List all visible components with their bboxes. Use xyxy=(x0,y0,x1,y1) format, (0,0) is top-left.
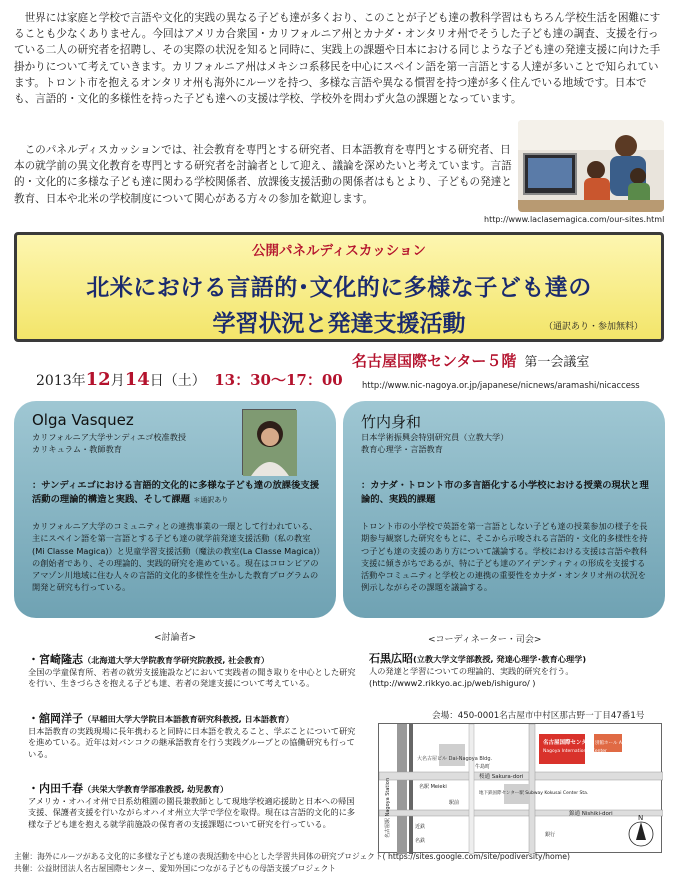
map-label-subway-station: 地下鉄国際センター駅 Subway Kokusai Center Sta. xyxy=(479,791,589,796)
discussant-desc: 日本語教育の実践現場に長年携わると同時に日本語を教えること、学ぶことについて研究を進めている。近年は対バンコクの継承語教育を行う実践グループとの協働研究も行っている。 xyxy=(28,725,356,759)
map-label-center-jp: 名古屋国際センター xyxy=(543,740,593,746)
venue-url[interactable]: http://www.nic-nagoya.or.jp/japanese/nicnews/aramashi/nicaccess xyxy=(362,380,640,390)
date-year: 2013年 xyxy=(36,373,86,389)
discussants-heading: <討論者> xyxy=(154,633,197,643)
discussant-desc: アメリカ・オハイオ州で日系幼稚園の園長兼教師として現地学校適応援助と日本への帰国支援、保護者支援を行いながらオハイオ州立大学で学位を取得。現在は言語的文化的に多様な子ども達を抱える就学前施設の保育者の支援課題について研究を行っている。 xyxy=(28,795,356,829)
venue-room: 第一会議室 xyxy=(524,355,590,370)
discussant-name: ・舘岡洋子 xyxy=(28,712,83,725)
map-label-meitetsu: 名鉄 xyxy=(415,838,426,844)
map-label-ushijima: 牛島町 xyxy=(475,764,491,770)
north-arrow-icon xyxy=(629,814,653,846)
venue xyxy=(352,350,589,371)
discussant-miyazaki xyxy=(28,654,358,690)
coordinator-name: 石黒広昭 xyxy=(369,652,413,665)
discussant-affiliation: （共栄大学教育学部准教授, 幼児教育） xyxy=(83,784,229,794)
speaker-topic-note: ＊通訳あり xyxy=(193,495,229,504)
date-day: 14 xyxy=(124,369,150,390)
children-photo xyxy=(518,120,664,212)
map-label-meieki: 名駅 Meieki xyxy=(419,784,447,790)
coordinator xyxy=(369,653,664,689)
discussant-tateoka xyxy=(28,713,358,760)
footer-organizer: 主催：海外にルーツがある文化的に多様な子ども達の表現活動を中心とした学習共同体の研究プロジェクト( https://sites.google.com/site/podiversity/home) xyxy=(14,852,570,861)
coordinator-affiliation: (立教大学文学部教授, 発達心理学･教育心理学) xyxy=(413,654,587,664)
discussant-name: ・内田千春 xyxy=(28,782,83,795)
speaker-affiliation-1: カリフォルニア大学サンディエゴ校准教授 xyxy=(32,432,187,442)
discussant-desc: 全国の学童保育所、若者の就労支援施設などにおいて実践者の聞き取りを中心とした研究を行い、生きづらさを抱える子ども達、若者の発達支援について考えている。 xyxy=(28,666,356,689)
intro-paragraph-1: 世界には家庭と学校で言語や文化的実践の異なる子ども達が多くおり、このことが子ども達の教科学習はもちろん学校生活を困難にすることも少なくありません。今回はアメリカ合衆国・カリフォルニア州とカナダ・オンタリオ州でそうした子ども達の調査、支援を行っている二人の研究者を招聘し、その実際の状況を知ると同時に、実践上の課題や日本における同じような子ども達の発達支援に向けた手掛かりについて考えていきます。カリフォルニア州はメキシコ系移民を中心にスペイン語を第一言語とする人達が多いことで知られています。トロント市を抱えるオンタリオ州も海外にルーツを持つ、多様な言語や異なる慣習を持つ達が多く住んでいる地域です。日本でも、言語的・文化的多様性を持った子ども達への支援は学校、学校外を問わず火急の課題となっています。 xyxy=(14,12,661,106)
discussant-affiliation: （早稲田大学大学院日本語教育研究科教授, 日本語教育） xyxy=(83,714,294,724)
map-label-nagoya-station: 名古屋駅 Nagoya Station xyxy=(385,777,391,838)
speaker-topic-text: ：サンディエゴにおける言語的文化的に多様な子ども達の放課後支援活動の理論的構造と実践、そして課題 xyxy=(32,480,319,505)
map-label-ginko: 銀行 xyxy=(545,832,556,838)
photo-source-url[interactable]: http://www.laclasemagica.com/our-sites.html xyxy=(484,215,665,224)
map-label-ekimae: 駅前 xyxy=(449,800,460,806)
intro-paragraph-2: このパネルディスカッションでは、社会教育を専門とする研究者、日本語教育を専門とする研究者、日本の就学前の異文化教育を専門とする研究者を討論者として迎え、議論を深めたいと考えています。言語的・文化的に多様な子ども達に関わる学校関係者、放課後支援活動の関係者はもとより、子どもの発達と教育、日本や北米の学校制度について関心がある方々の参加を歓迎します。 xyxy=(14,144,512,205)
map-label-sakura-dori: 桜通 Sakura-dori xyxy=(479,774,524,780)
speaker-name: 竹内身和 xyxy=(361,413,422,431)
speaker-topic xyxy=(32,479,322,507)
speaker-name: Olga Vasquez xyxy=(32,411,134,429)
speaker-card-takeuchi xyxy=(343,401,665,618)
speaker-affiliation xyxy=(32,431,186,455)
footer xyxy=(14,851,674,874)
coordinator-desc: 人の発達と学習についての理論的、実践的研究を行う。 xyxy=(369,665,574,676)
speaker-bio: カリフォルニア大学のコミュニティとの連携事業の一環として行われている、主にスペイン語を第一言語とする子ども達の就学前発達支援活動（私の教室(Mi Classe Magica)）と児童学習支援活動（魔法の教室(La Classe Magica)）の創始者であり、その理論的、実践的研究を進めている。現在はコロンビアのアマゾン川地域に住む人々の言語的文化的多様性を生かした教育プログラムの開発と研究も行っている。 xyxy=(32,521,321,593)
map-label-nishiki-dori: 錦通 Nishiki-dori xyxy=(569,811,613,817)
map-label-north: N xyxy=(638,814,644,822)
venue-address: 会場：450-0001名古屋市中村区那古野一丁目47番1号 xyxy=(432,711,645,721)
footer-cosponsor: 共催：公益財団法人名古屋国際センター、愛知外国につながる子どもの母語支援プロジェクト xyxy=(14,863,336,873)
map-label-kintetsu: 近鉄 xyxy=(415,824,426,830)
speaker-affiliation-1: 日本学術振興会特別研究員（立教大学） xyxy=(361,432,509,442)
speaker-portrait xyxy=(242,409,296,475)
map-label-annex: 別館ホール Annex Hall xyxy=(595,741,644,746)
banner-note: （通訳あり・参加無料） xyxy=(543,322,643,332)
date-weekday: （土） xyxy=(163,373,206,389)
banner-subtitle: 公開パネルディスカッション xyxy=(251,243,426,259)
speaker-affiliation-2: 教育心理学・言語教育 xyxy=(361,444,443,454)
speaker-bio: トロント市の小学校で英語を第一言語としない子ども達の授業参加の様子を長期参与観察した研究をもとに、そこから示唆される言語的・文化的多様性を持つ子ども達の支援のあり方について議論する。学校における支援は言語や教科支援に傾きがちであるが、特に子ども達のアイデンティティの形成を支援する活動やコミュニティと学校との連携の重要性をカナダ・オンタリオ州の状況を例示しながらその課題を議論する。 xyxy=(361,521,648,593)
discussant-name: ・宮崎隆志 xyxy=(28,653,83,666)
banner-title-line-1: 北米における言語的･文化的に多様な子ども達の xyxy=(86,275,592,301)
speaker-affiliation xyxy=(361,431,508,455)
speaker-topic: ：カナダ・トロント市の多言語化する小学校における授業の現状と理論的、実践的課題 xyxy=(361,480,649,505)
access-map xyxy=(378,723,662,853)
venue-name: 名古屋国際センター５階 xyxy=(352,352,517,370)
event-time: 13：30～17：00 xyxy=(214,371,343,389)
date-day-unit: 日 xyxy=(149,373,164,389)
discussant-affiliation: （北海道大学大学院教育学研究院教授, 社会教育） xyxy=(83,655,270,665)
event-date xyxy=(36,369,343,390)
coordinator-url[interactable]: (http://www2.rikkyo.ac.jp/web/ishiguro/ ) xyxy=(369,677,536,688)
speaker-card-vasquez xyxy=(14,401,336,618)
map-label-dai-nagoya: 大名古屋ビル Dai-Nagoya Bldg. xyxy=(417,756,493,762)
banner-title-line-2: 学習状況と発達支援活動 xyxy=(212,311,466,337)
date-month: 12 xyxy=(85,369,111,390)
map-label-center-en: Nagoya International Center xyxy=(543,749,607,754)
speaker-affiliation-2: カリキュラム・教師教育 xyxy=(32,444,122,454)
coordinator-heading: <コーディネーター・司会> xyxy=(428,635,542,645)
title-banner xyxy=(14,232,664,342)
discussant-uchida xyxy=(28,783,358,830)
date-month-unit: 月 xyxy=(110,373,125,389)
